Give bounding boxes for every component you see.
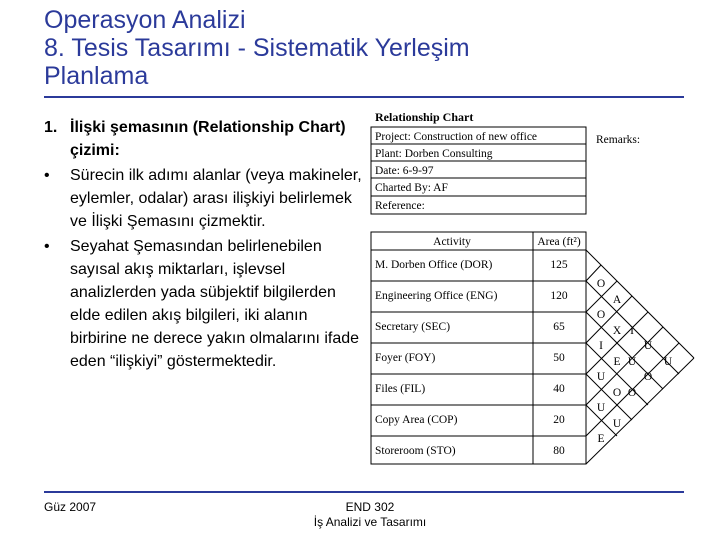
relationship-code: I xyxy=(599,340,603,352)
activity-name: Foyer (FOY) xyxy=(375,352,436,364)
heading-number: 1. xyxy=(44,119,58,136)
relationship-code: O xyxy=(643,371,653,383)
slide-body xyxy=(44,116,364,373)
relationship-code: U xyxy=(596,371,606,383)
header-row-reference: Reference: xyxy=(375,200,425,212)
relationship-code: U xyxy=(643,340,653,352)
relationship-code: E xyxy=(597,433,605,445)
bullet-text: Seyahat Şemasından belirlenebilen sayısal akış miktarları, işlevsel analizlerden yada sübjektif bilgilerden elde edilen akış bilgileri, iki alanın birbirine ne derece yakın olmalarını ifade eden “ilişkiyi” göstermektedir. xyxy=(70,238,360,370)
heading-text: İlişki şemasının (Relationship Chart) çizimi: xyxy=(70,119,346,159)
area-header: Area (ft²) xyxy=(537,236,581,248)
activity-header: Activity xyxy=(433,236,471,248)
header-row-date: Date: 6-9-97 xyxy=(375,165,434,177)
relationship-code: X xyxy=(612,325,622,337)
activity-name: Copy Area (COP) xyxy=(375,414,458,426)
activity-name: M. Dorben Office (DOR) xyxy=(375,259,493,271)
bullet-symbol: • xyxy=(44,167,50,184)
header-row-charted-by: Charted By: AF xyxy=(375,182,448,194)
activity-area: 40 xyxy=(553,383,565,395)
bullet-text: Sürecin ilk adımı alanlar (veya makineler, eylemler, odalar) arası ilişkiyi belirlemek ve İlişki Şemasını çizmektir. xyxy=(70,167,362,230)
relationship-code: O xyxy=(596,309,606,321)
activity-area: 125 xyxy=(550,259,568,271)
bullet-item xyxy=(44,235,364,373)
activity-table xyxy=(371,232,586,464)
relationship-code: O xyxy=(612,387,622,399)
activity-area: 20 xyxy=(553,414,565,426)
chart-title: Relationship Chart xyxy=(375,110,474,124)
footer-divider xyxy=(44,491,684,493)
footer-course-code: END 302 xyxy=(345,500,395,514)
relationship-chart xyxy=(368,108,708,488)
relationship-code: I xyxy=(630,325,634,337)
relationship-code: U xyxy=(596,402,606,414)
activity-area: 80 xyxy=(553,445,565,457)
relationship-code: U xyxy=(612,418,622,430)
footer-term: Güz 2007 xyxy=(44,500,97,514)
activity-name: Files (FIL) xyxy=(375,383,426,395)
header-row-project: Project: Construction of new office xyxy=(375,131,538,143)
slide-title xyxy=(44,6,704,90)
bullet-symbol: • xyxy=(44,238,50,255)
activity-area: 65 xyxy=(553,321,565,333)
relationship-code: A xyxy=(612,294,622,306)
numbered-heading xyxy=(44,116,364,162)
title-line-3: Planlama xyxy=(44,62,149,90)
title-divider xyxy=(44,96,684,98)
footer-course-name: İş Analizi ve Tasarımı xyxy=(313,515,427,529)
remarks-label: Remarks: xyxy=(596,134,641,146)
title-line-1: Operasyon Analizi xyxy=(44,6,246,34)
activity-area: 50 xyxy=(553,352,565,364)
activity-name: Secretary (SEC) xyxy=(375,321,451,333)
bullet-item xyxy=(44,164,364,233)
chart-header-table xyxy=(371,127,640,214)
relationship-code: U xyxy=(627,356,637,368)
header-row-plant: Plant: Dorben Consulting xyxy=(375,148,493,160)
relationship-code: O xyxy=(627,387,637,399)
relationship-code: E xyxy=(613,356,621,368)
relationship-code: O xyxy=(596,278,606,290)
activity-name: Engineering Office (ENG) xyxy=(375,290,498,302)
title-line-2: 8. Tesis Tasarımı - Sistematik Yerleşim xyxy=(44,34,470,62)
relationship-code: U xyxy=(663,356,673,368)
activity-area: 120 xyxy=(550,290,568,302)
footer-course xyxy=(290,500,450,530)
activity-name: Storeroom (STO) xyxy=(375,445,456,457)
